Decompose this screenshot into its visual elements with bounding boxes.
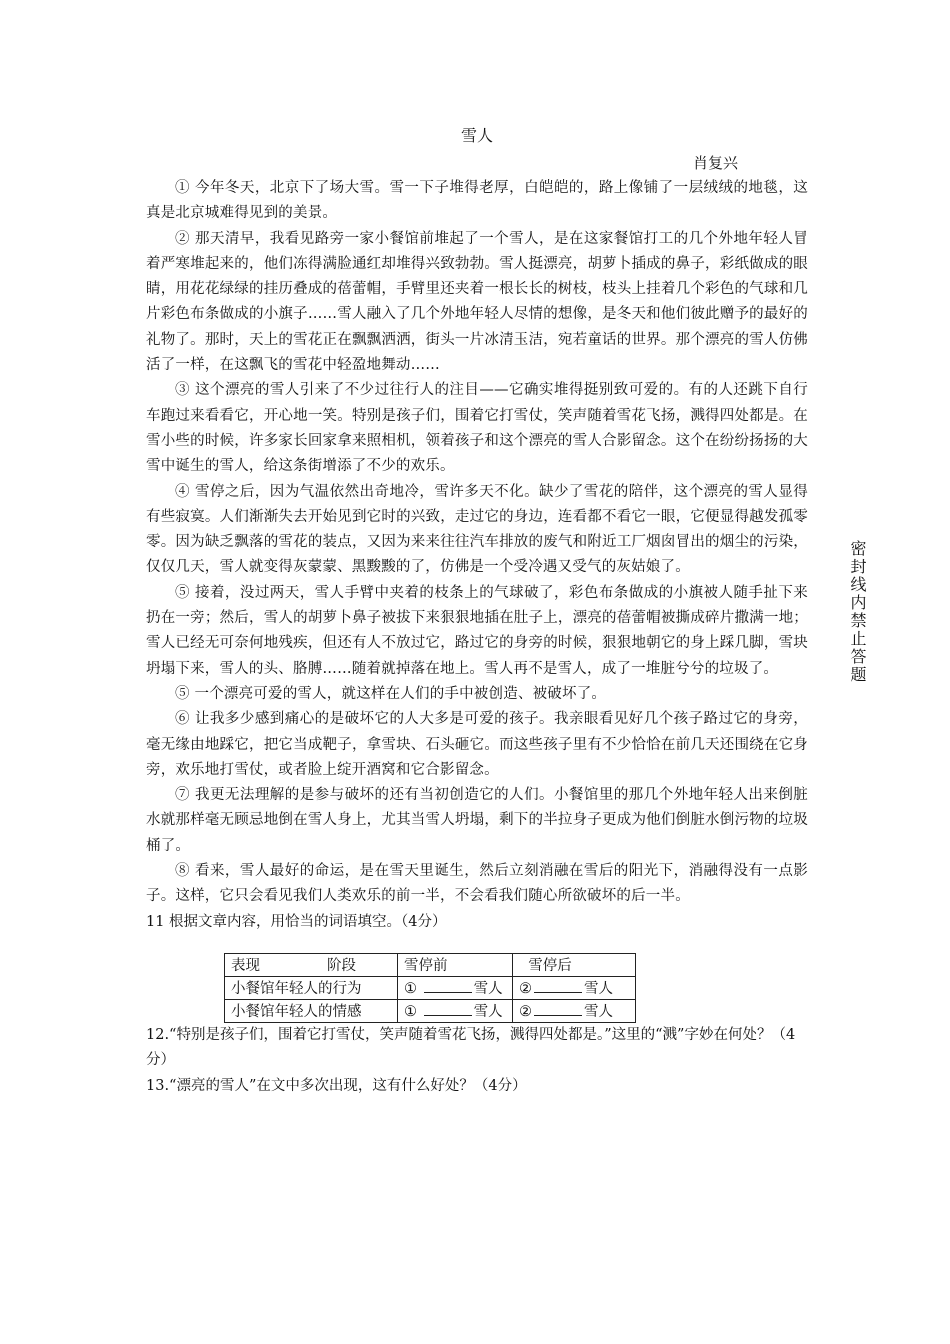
header-stage: 阶段 [327, 958, 356, 975]
row-label-emotion: 小餐馆年轻人的情感 [225, 999, 398, 1022]
blank-cell-4[interactable]: ② 雪人 [513, 999, 636, 1022]
answer-blank[interactable] [534, 1003, 582, 1016]
header-after: 雪停后 [513, 953, 636, 976]
paragraph-7: ⑦ 我更无法理解的是参与破坏的还有当初创造它的人们。小餐馆里的那几个外地年轻人出来倒脏水就那样毫无顾忌地倒在雪人身上，尤其当雪人坍塌，剩下的半拉身子更成为他们倒脏水倒污物的垃圾桶了。 [146, 787, 808, 854]
table-row [225, 999, 636, 1022]
table-row [225, 976, 636, 999]
answer-blank[interactable] [534, 980, 582, 993]
paragraph-8: ⑧ 看来，雪人最好的命运，是在雪天里诞生，然后立刻消融在雪后的阳光下，消融得没有一点影子。这样，它只会看见我们人类欢乐的前一半，不会看我们随心所欲破坏的后一半。 [146, 863, 808, 905]
exam-page [146, 122, 808, 1099]
table-header-row [225, 953, 636, 976]
header-before: 雪停前 [398, 953, 513, 976]
question-12: 12.“特别是孩子们，围着它打雪仗，笑声随着雪花飞扬，溅得四处都是。”这里的“溅”字妙在何处？（4分） [146, 1026, 796, 1069]
blank-cell-2[interactable]: ② 雪人 [513, 976, 636, 999]
fill-in-table [224, 953, 636, 1023]
article-author: 肖复兴 [692, 154, 738, 172]
paragraph-3: ③ 这个漂亮的雪人引来了不少过往行人的注目——它确实堆得挺别致可爱的。有的人还跳下自行车跑过来看看它，开心地一笑。特别是孩子们，围着它打雪仗，笑声随着雪花飞扬，溅得四处都是。在雪小些的时候，许多家长回家拿来照相机，领着孩子和这个漂亮的雪人合影留念。这个在纷纷扬扬的大雪中诞生的雪人，给这条街增添了不少的欢乐。 [146, 382, 808, 475]
paragraph-5: ⑤ 接着，没过两天，雪人手臂中夹着的枝条上的气球破了，彩色布条做成的小旗被人随手扯下来扔在一旁；然后，雪人的胡萝卜鼻子被拔下来狠狠地插在肚子上，漂亮的蓓蕾帽被撕成碎片撒满一地；雪人已经无可奈何地残疾，但还有人不放过它，路过它的身旁的时候，狠狠地朝它的身上踩几脚，雪块坍塌下来，雪人的头、胳膊……随着就掉落在地上。雪人再不是雪人，成了一堆脏兮兮的垃圾了。 [146, 584, 808, 677]
answer-blank[interactable] [424, 980, 472, 993]
question-11: 11 根据文章内容，用恰当的词语填空。（4分） [146, 913, 447, 930]
seal-line-notice: 密封线内禁止答题 [848, 540, 867, 684]
paragraph-2: ② 那天清早，我看见路旁一家小餐馆前堆起了一个雪人，是在这家餐馆打工的几个外地年轻人冒着严寒堆起来的，他们冻得满脸通红却堆得兴致勃勃。雪人挺漂亮，胡萝卜插成的鼻子，彩纸做成的眼睛，用花花绿绿的挂历叠成的蓓蕾帽，手臂里还夹着一根长长的树枝，枝头上挂着几个彩色的气球和几片彩色布条做成的小旗子……雪人融入了几个外地年轻人尽情的想像，是冬天和他们彼此赠予的最好的礼物了。那时，天上的雪花正在飘飘洒洒，街头一片冰清玉洁，宛若童话的世界。那个漂亮的雪人仿佛活了一样，在这飘飞的雪花中轻盈地舞动…… [146, 230, 808, 374]
blank-cell-3[interactable]: ① 雪人 [398, 999, 513, 1022]
header-performance: 表现 [231, 958, 260, 975]
article-title: 雪人 [460, 126, 493, 145]
paragraph-4: ④ 雪停之后，因为气温依然出奇地冷，雪许多天不化。缺少了雪花的陪伴，这个漂亮的雪人显得有些寂寞。人们渐渐失去开始见到它时的兴致，走过它的身边，连看都不看它一眼，它便显得越发孤零零。因为缺乏飘落的雪花的装点，又因为来来往往汽车排放的废气和附近工厂烟囱冒出的烟尘的污染，仅仅几天，雪人就变得灰蒙蒙、黑黢黢的了，仿佛是一个受冷遇又受气的灰姑娘了。 [146, 483, 808, 576]
answer-blank[interactable] [424, 1003, 472, 1016]
row-label-behavior: 小餐馆年轻人的行为 [225, 976, 398, 999]
question-13: 13.“漂亮的雪人”在文中多次出现，这有什么好处？（4分） [146, 1077, 527, 1094]
paragraph-5b: ⑤ 一个漂亮可爱的雪人，就这样在人们的手中被创造、被破坏了。 [175, 685, 607, 702]
paragraph-6: ⑥ 让我多少感到痛心的是破坏它的人大多是可爱的孩子。我亲眼看见好几个孩子路过它的身旁，毫无缘由地踩它，把它当成靶子，拿雪块、石头砸它。而这些孩子里有不少恰恰在前几天还围绕在它身旁，欢乐地打雪仗，或者脸上绽开酒窝和它合影留念。 [146, 711, 808, 778]
blank-cell-1[interactable]: ① 雪人 [398, 976, 513, 999]
paragraph-1: ① 今年冬天，北京下了场大雪。雪一下子堆得老厚，白皑皑的，路上像铺了一层绒绒的地毯，这真是北京城难得见到的美景。 [146, 180, 808, 222]
table-header-corner [225, 953, 398, 976]
